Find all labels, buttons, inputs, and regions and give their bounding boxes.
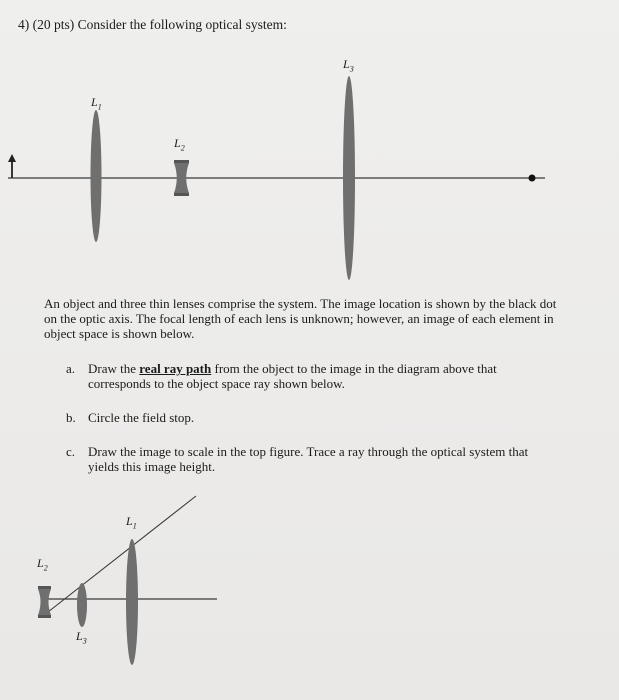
task-a-label: a. bbox=[66, 361, 76, 376]
real-ray-path-emphasis: real ray path bbox=[139, 361, 212, 376]
bottom-label-l3: $L_3$ bbox=[76, 629, 87, 646]
bottom-lens-l2[interactable] bbox=[38, 586, 51, 618]
top-label-l1: $L_1$ bbox=[91, 95, 102, 112]
question-title: 4) (20 pts) Consider the following optical system: bbox=[18, 17, 287, 32]
description-paragraph: An object and three thin lenses comprise the system. The image location is shown by the black dot on the optic axis. The focal length of each lens is unknown; however, an image of each element in object space is shown below. bbox=[44, 296, 557, 341]
object-space-ray[interactable] bbox=[48, 496, 196, 612]
bottom-label-l1: $L_1$ bbox=[126, 514, 137, 531]
top-lens-l3[interactable] bbox=[343, 76, 355, 280]
bottom-lens-l3[interactable] bbox=[77, 583, 87, 627]
bottom-label-l2: $L_2$ bbox=[37, 556, 48, 573]
task-b-text: Circle the field stop. bbox=[88, 410, 195, 425]
task-a-text: Draw the real ray path from the object to the image in the diagram above that corresponds to the object space ray shown below. bbox=[88, 361, 497, 391]
task-c-text: Draw the image to scale in the top figure. Trace a ray through the optical system that yields this image height. bbox=[88, 444, 529, 474]
bottom-lens-l1[interactable] bbox=[126, 539, 138, 665]
top-label-l2: $L_2$ bbox=[174, 136, 185, 153]
image-dot bbox=[529, 175, 536, 182]
task-b-label: b. bbox=[66, 410, 76, 425]
top-label-l3: $L_3$ bbox=[343, 57, 354, 74]
object-arrow bbox=[8, 154, 16, 178]
task-c-label: c. bbox=[66, 444, 76, 459]
top-lens-l1[interactable] bbox=[91, 110, 102, 242]
